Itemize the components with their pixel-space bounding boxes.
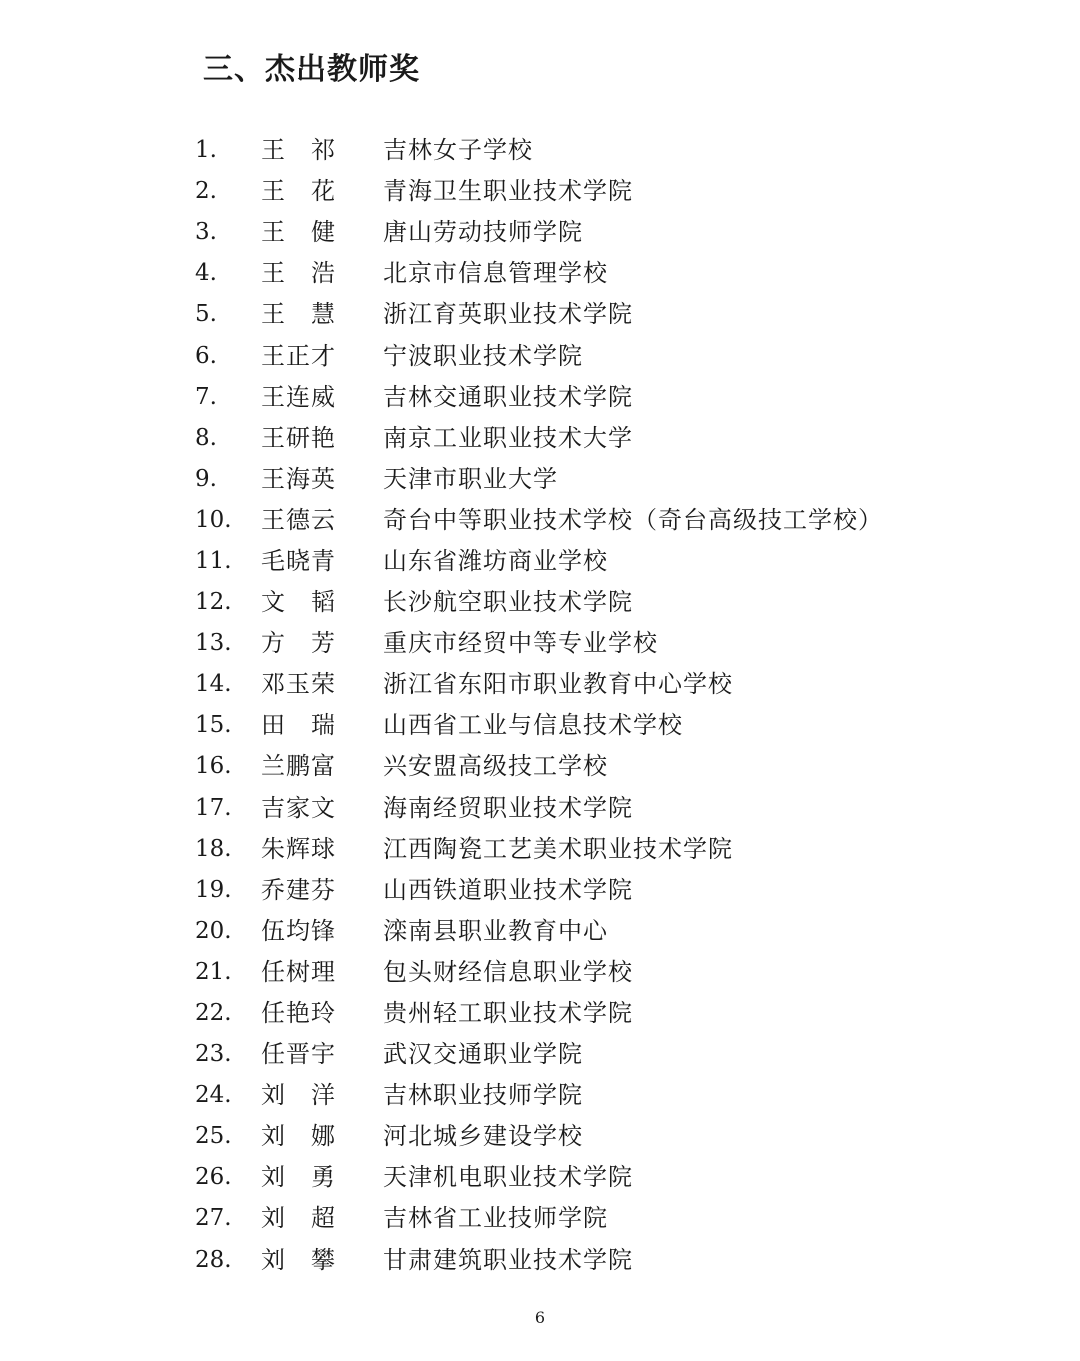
school-name: 江西陶瓷工艺美术职业技术学院 [383,834,733,863]
teacher-name: 刘 勇 [261,1163,336,1192]
list-item [195,418,883,459]
list-item [195,870,883,911]
school-name: 吉林交通职业技术学院 [383,382,633,411]
teacher-name: 毛晓青 [261,546,336,575]
teacher-name: 方 芳 [261,629,336,658]
item-number: 24. [195,1082,232,1109]
list-item [195,1034,883,1075]
item-number: 11. [195,547,232,574]
awardee-list [195,130,883,1281]
list-item [195,1157,883,1198]
teacher-name: 刘 超 [261,1204,336,1233]
list-item [195,130,883,171]
item-number: 22. [195,1000,232,1027]
teacher-name: 任艳玲 [261,999,336,1028]
item-number: 25. [195,1123,232,1150]
list-item [195,1075,883,1116]
item-number: 23. [195,1041,232,1068]
teacher-name: 任树理 [261,957,336,986]
list-item [195,788,883,829]
teacher-name: 文 韬 [261,588,336,617]
teacher-name: 王研艳 [261,423,336,452]
item-number: 17. [195,794,232,821]
school-name: 武汉交通职业学院 [383,1040,583,1069]
teacher-name: 刘 洋 [261,1081,336,1110]
list-item [195,1198,883,1239]
teacher-name: 伍均锋 [261,916,336,945]
list-item [195,212,883,253]
school-name: 宁波职业技术学院 [383,341,583,370]
list-item [195,171,883,212]
school-name: 长沙航空职业技术学院 [383,588,633,617]
item-number: 1. [195,137,217,164]
item-number: 5. [195,301,217,328]
page-number: 6 [534,1308,546,1327]
school-name: 山东省潍坊商业学校 [383,546,608,575]
school-name: 吉林职业技师学院 [383,1081,583,1110]
item-number: 18. [195,835,232,862]
school-name: 唐山劳动技师学院 [383,218,583,247]
item-number: 9. [195,465,217,492]
list-item [195,952,883,993]
teacher-name: 王 花 [261,177,336,206]
school-name: 浙江育英职业技术学院 [383,300,633,329]
teacher-name: 王 浩 [261,259,336,288]
item-number: 12. [195,589,232,616]
school-name: 青海卫生职业技术学院 [383,177,633,206]
school-name: 北京市信息管理学校 [383,259,608,288]
school-name: 天津机电职业技术学院 [383,1163,633,1192]
list-item [195,459,883,500]
teacher-name: 邓玉荣 [261,670,336,699]
school-name: 吉林省工业技师学院 [383,1204,608,1233]
item-number: 20. [195,917,232,944]
teacher-name: 田 瑞 [261,711,336,740]
item-number: 21. [195,958,232,985]
teacher-name: 任晋宇 [261,1040,336,1069]
school-name: 吉林女子学校 [383,136,533,165]
section-title: 三、杰出教师奖 [203,52,420,87]
school-name: 南京工业职业技术大学 [383,423,633,452]
item-number: 13. [195,630,232,657]
item-number: 7. [195,383,217,410]
list-item [195,993,883,1034]
item-number: 4. [195,260,217,287]
item-number: 15. [195,712,232,739]
teacher-name: 刘 娜 [261,1122,336,1151]
school-name: 山西省工业与信息技术学校 [383,711,683,740]
list-item [195,911,883,952]
item-number: 26. [195,1164,232,1191]
list-item [195,377,883,418]
school-name: 兴安盟高级技工学校 [383,752,608,781]
item-number: 27. [195,1205,232,1232]
list-item [195,335,883,376]
school-name: 重庆市经贸中等专业学校 [383,629,658,658]
school-name: 浙江省东阳市职业教育中心学校 [383,670,733,699]
teacher-name: 朱辉球 [261,834,336,863]
item-number: 3. [195,219,217,246]
teacher-name: 王正才 [261,341,336,370]
school-name: 贵州轻工职业技术学院 [383,999,633,1028]
school-name: 河北城乡建设学校 [383,1122,583,1151]
teacher-name: 刘 攀 [261,1245,336,1274]
school-name: 甘肃建筑职业技术学院 [383,1245,633,1274]
school-name: 奇台中等职业技术学校（奇台高级技工学校） [383,505,883,534]
list-item [195,253,883,294]
teacher-name: 王 祁 [261,136,336,165]
list-item [195,829,883,870]
list-item [195,623,883,664]
list-item [195,664,883,705]
teacher-name: 兰鹏富 [261,752,336,781]
list-item [195,294,883,335]
item-number: 19. [195,876,232,903]
list-item [195,541,883,582]
teacher-name: 王海英 [261,464,336,493]
teacher-name: 乔建芬 [261,875,336,904]
school-name: 包头财经信息职业学校 [383,957,633,986]
item-number: 14. [195,671,232,698]
item-number: 8. [195,424,217,451]
list-item [195,705,883,746]
list-item [195,1240,883,1281]
item-number: 6. [195,342,217,369]
list-item [195,1116,883,1157]
list-item [195,582,883,623]
school-name: 滦南县职业教育中心 [383,916,608,945]
school-name: 天津市职业大学 [383,464,558,493]
teacher-name: 王 慧 [261,300,336,329]
item-number: 28. [195,1246,232,1273]
school-name: 山西铁道职业技术学院 [383,875,633,904]
item-number: 10. [195,506,232,533]
teacher-name: 吉家文 [261,793,336,822]
school-name: 海南经贸职业技术学院 [383,793,633,822]
item-number: 16. [195,753,232,780]
teacher-name: 王连威 [261,382,336,411]
teacher-name: 王 健 [261,218,336,247]
teacher-name: 王德云 [261,505,336,534]
item-number: 2. [195,178,217,205]
list-item [195,500,883,541]
list-item [195,746,883,787]
